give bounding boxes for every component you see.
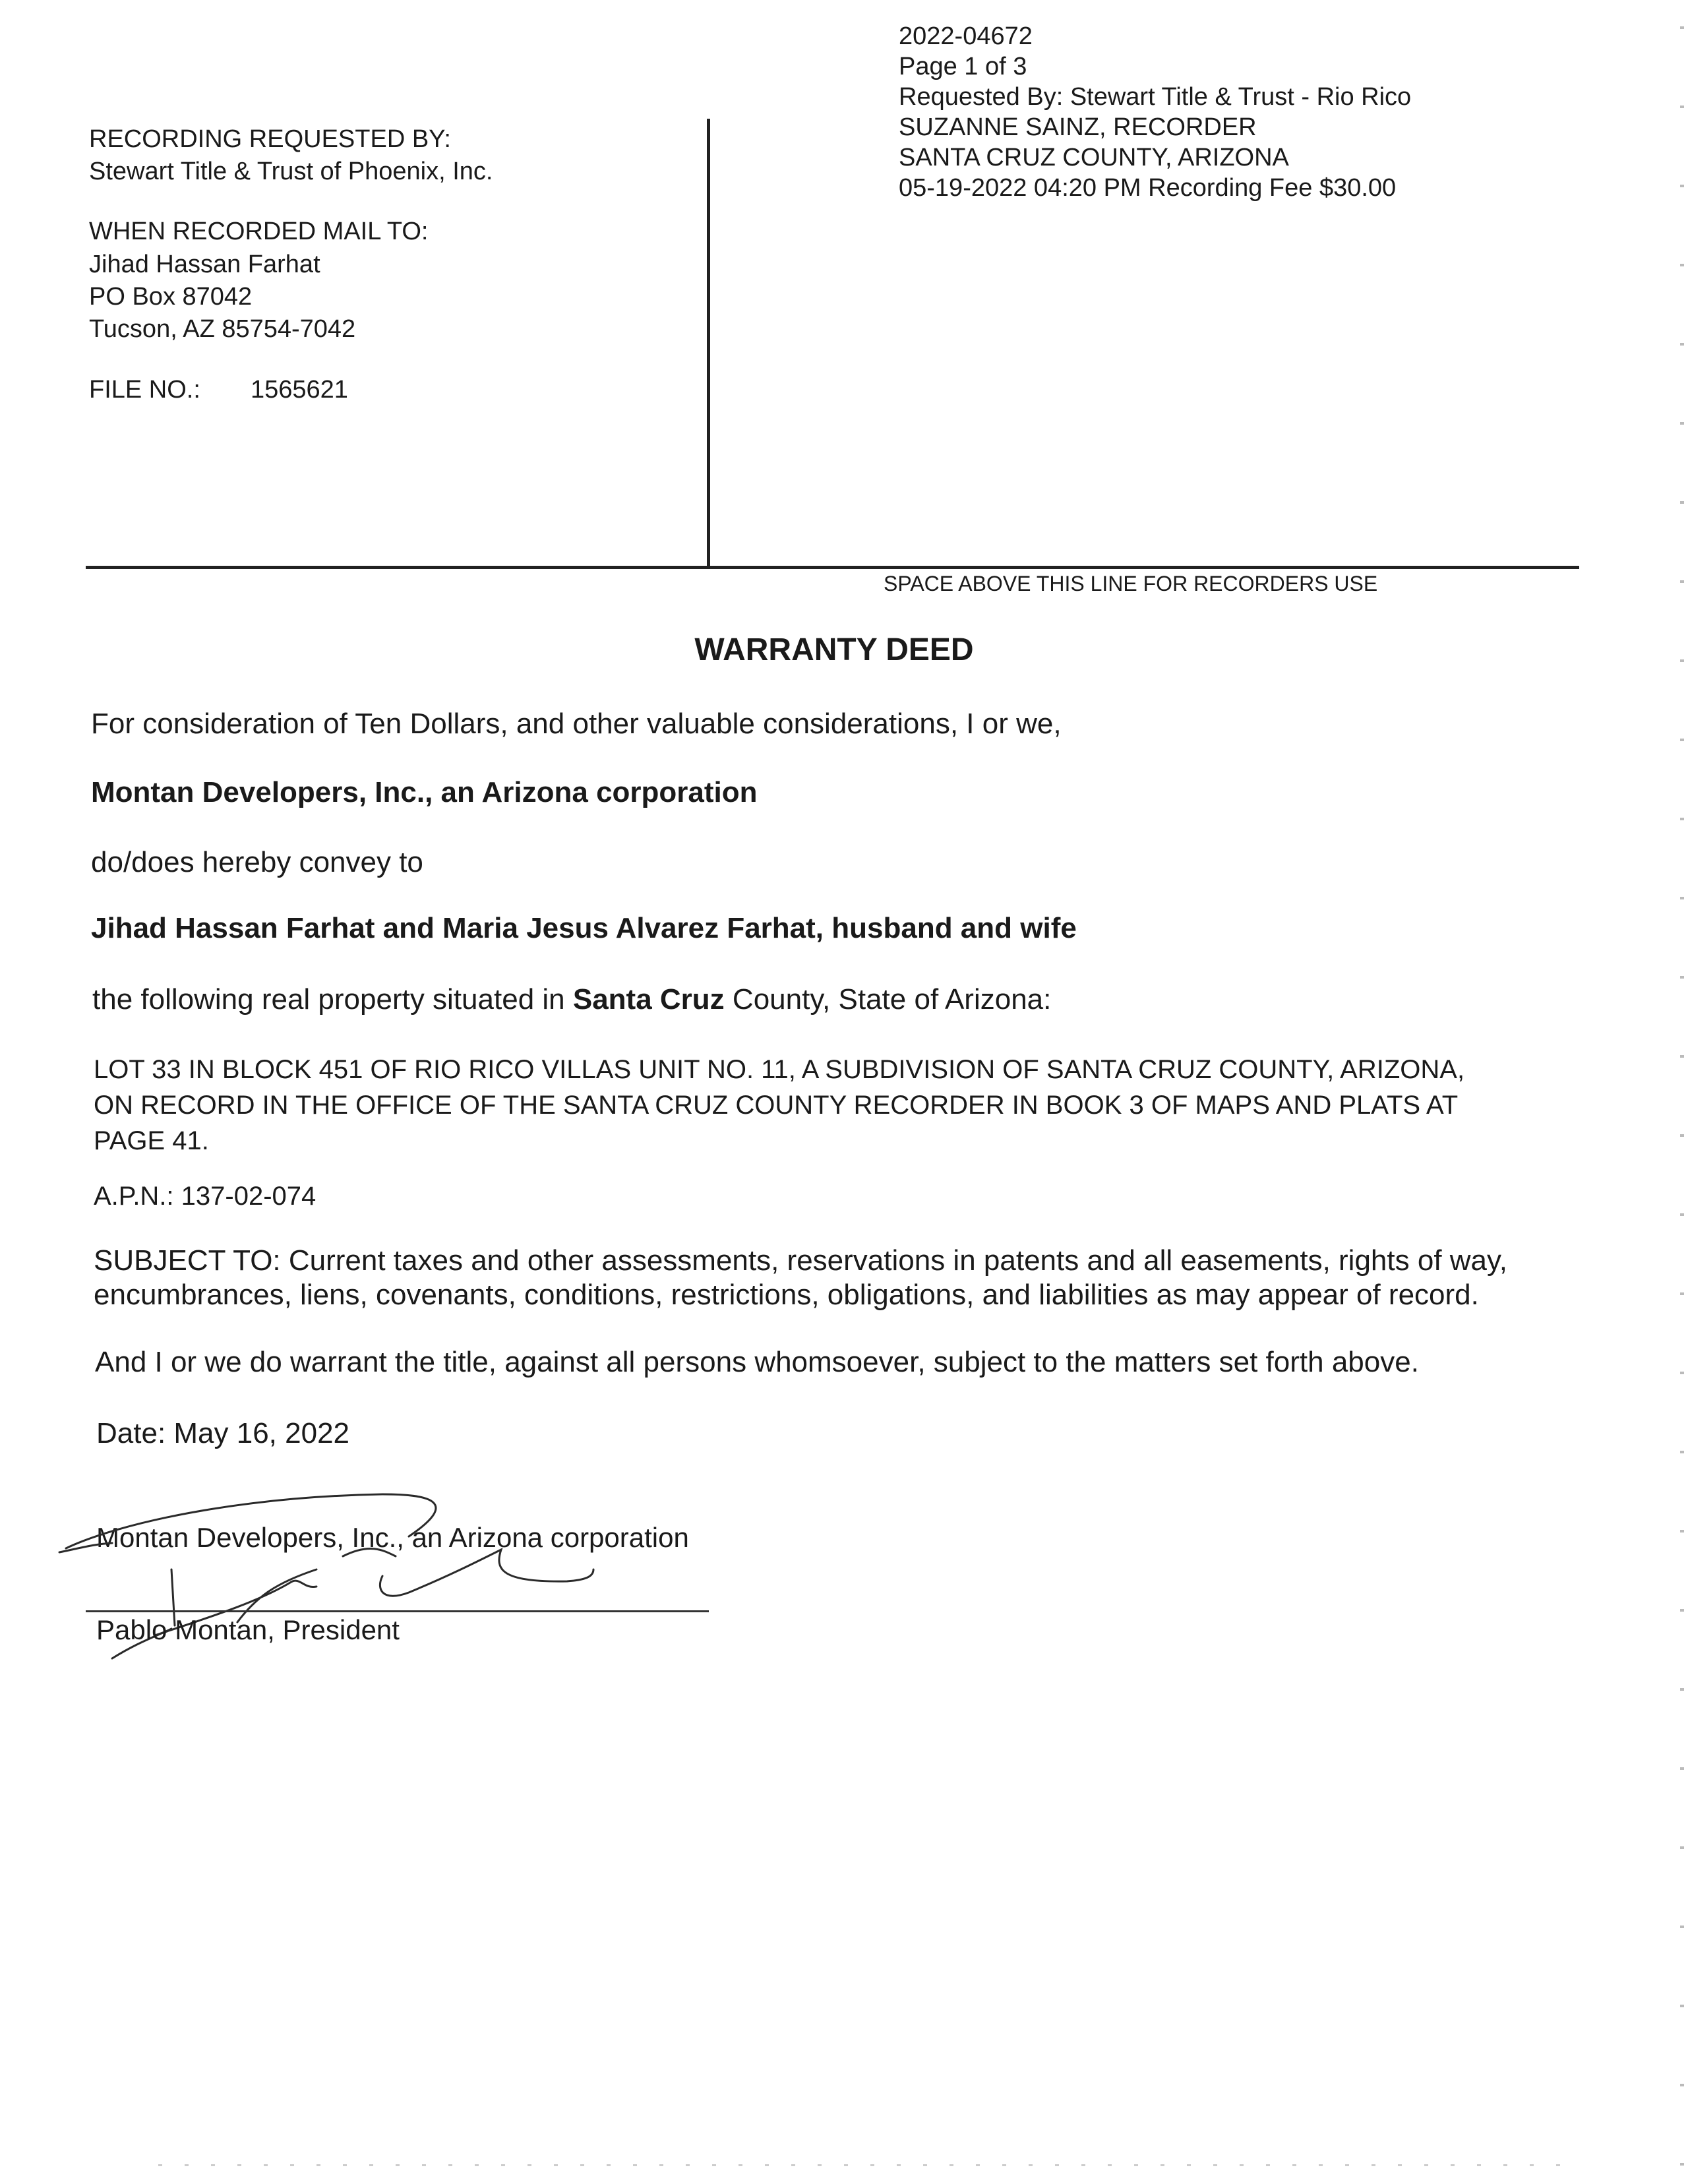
county-state: SANTA CRUZ COUNTY, ARIZONA	[899, 144, 1289, 171]
consideration-clause: For consideration of Ten Dollars, and other valuable considerations, I or we,	[91, 708, 1062, 740]
document-number: 2022-04672	[899, 22, 1033, 50]
legal-description-line: LOT 33 IN BLOCK 451 OF RIO RICO VILLAS UNIT NO. 11, A SUBDIVISION OF SANTA CRUZ COUNTY, ARIZONA,	[94, 1055, 1465, 1084]
legal-description-line: ON RECORD IN THE OFFICE OF THE SANTA CRUZ COUNTY RECORDER IN BOOK 3 OF MAPS AND PLATS AT	[94, 1091, 1459, 1120]
signature-entity: Montan Developers, Inc., an Arizona corporation	[96, 1522, 689, 1553]
recorders-use-note: SPACE ABOVE THIS LINE FOR RECORDERS USE	[884, 572, 1378, 595]
scan-edge-artifacts	[1680, 0, 1684, 2184]
property-county: Santa Cruz	[572, 983, 725, 1016]
convey-clause: do/does hereby convey to	[91, 846, 423, 878]
property-intro-post: County, State of Arizona:	[724, 983, 1052, 1016]
warranty-clause: And I or we do warrant the title, against all persons whomsoever, subject to the matters set forth above.	[95, 1346, 1419, 1378]
apn: A.P.N.: 137-02-074	[94, 1182, 316, 1211]
header-divider-vertical	[707, 119, 710, 567]
grantor-name: Montan Developers, Inc., an Arizona corporation	[91, 776, 758, 808]
signature-line	[86, 1610, 709, 1612]
property-intro-pre: the following real property situated in	[92, 983, 573, 1016]
mail-to-po-box: PO Box 87042	[89, 283, 253, 311]
recorders-use-line	[86, 566, 1579, 569]
property-intro	[92, 983, 1051, 1017]
requested-by-stamp: Requested By: Stewart Title & Trust - Rio Rico	[899, 83, 1412, 111]
mail-to-label: WHEN RECORDED MAIL TO:	[89, 218, 429, 245]
mail-to-name: Jihad Hassan Farhat	[89, 251, 320, 278]
signer-name-title: Pablo Montan, President	[96, 1614, 400, 1645]
legal-description-line: PAGE 41.	[94, 1126, 209, 1155]
recording-requested-label: RECORDING REQUESTED BY:	[89, 125, 451, 153]
mail-to-city: Tucson, AZ 85754-7042	[89, 315, 356, 343]
deed-date: Date: May 16, 2022	[96, 1417, 350, 1449]
document-title: WARRANTY DEED	[694, 632, 974, 667]
scan-bottom-artifacts	[158, 2164, 1582, 2166]
page-count: Page 1 of 3	[899, 53, 1027, 80]
recording-datetime-fee: 05-19-2022 04:20 PM Recording Fee $30.00	[899, 174, 1397, 202]
recorder-name: SUZANNE SAINZ, RECORDER	[899, 113, 1257, 141]
subject-to-line: encumbrances, liens, covenants, conditions, restrictions, obligations, and liabilities as may appear of record.	[94, 1279, 1479, 1311]
grantee-name: Jihad Hassan Farhat and Maria Jesus Alvarez Farhat, husband and wife	[91, 912, 1077, 944]
file-no-label: FILE NO.:	[89, 376, 200, 404]
subject-to-line: SUBJECT TO: Current taxes and other assessments, reservations in patents and all easements, rights of way,	[94, 1244, 1507, 1277]
file-no-value: 1565621	[251, 376, 348, 404]
recording-requested-by: Stewart Title & Trust of Phoenix, Inc.	[89, 158, 493, 185]
